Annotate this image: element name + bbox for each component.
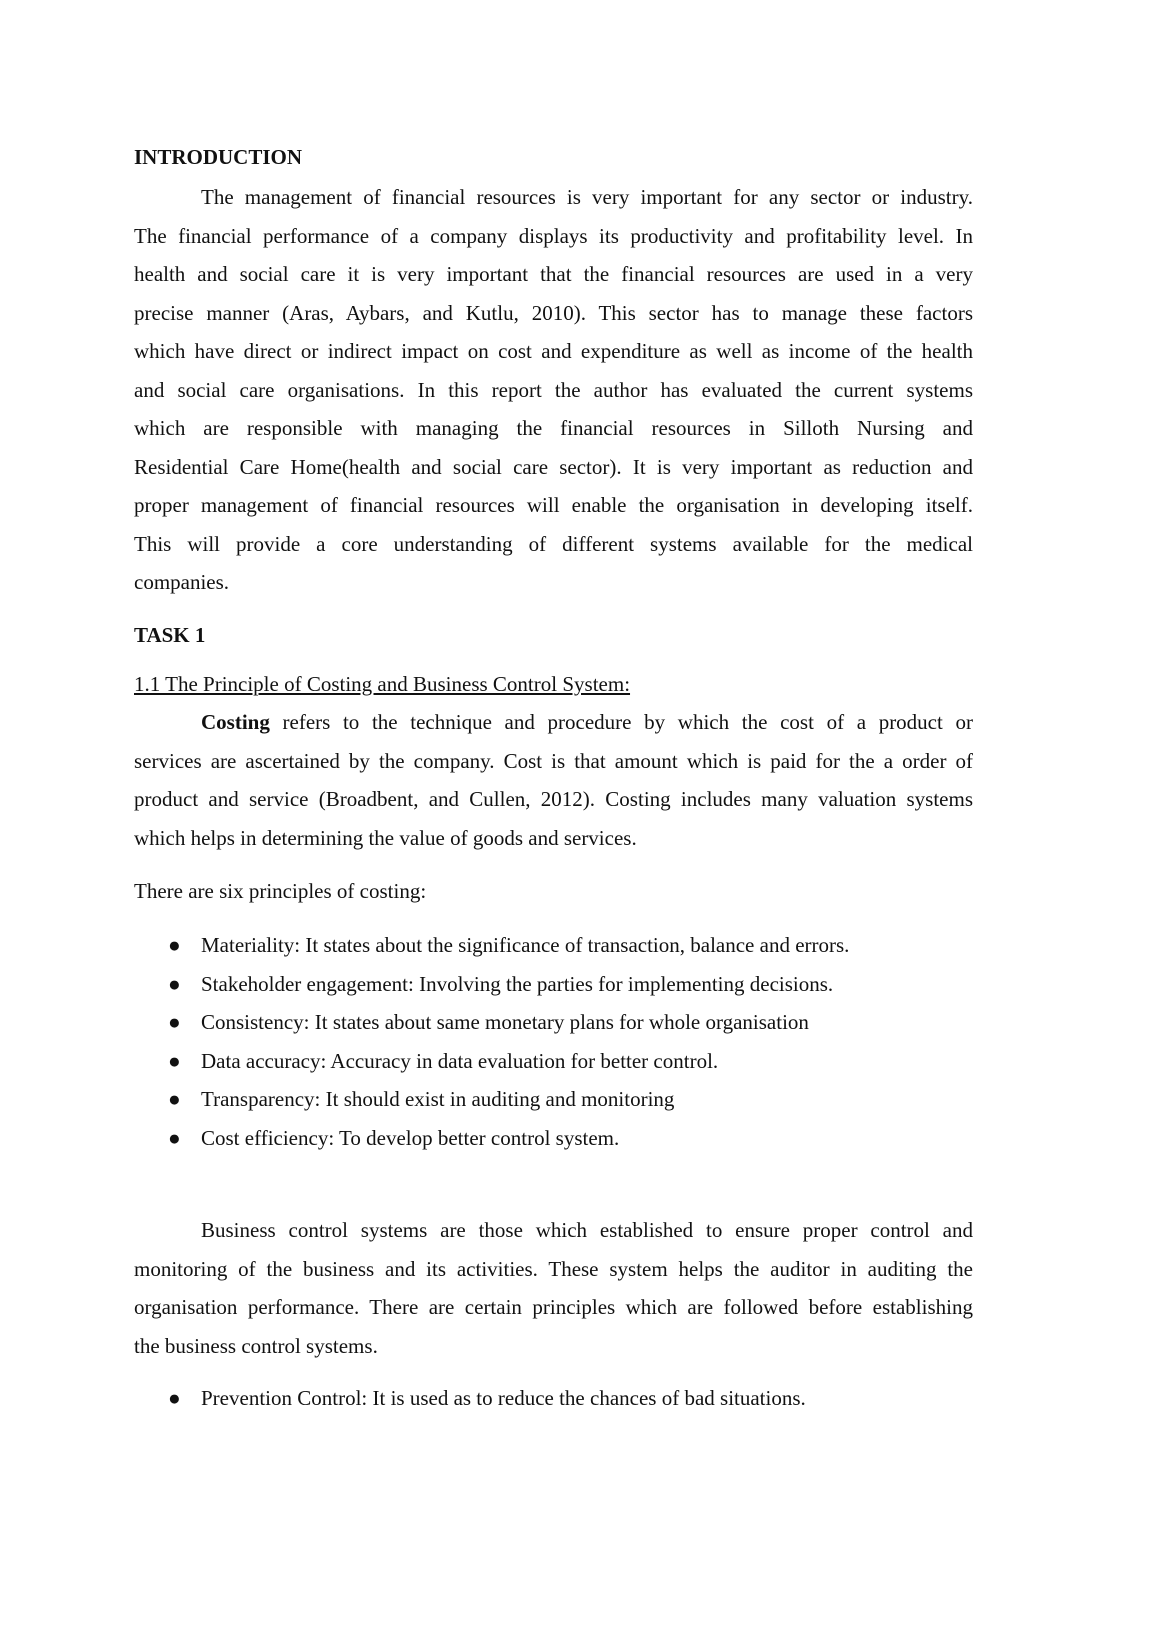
- list-item: ● Materiality: It states about the significance of transaction, balance and errors.: [134, 926, 973, 965]
- principles-intro: There are six principles of costing:: [134, 879, 427, 903]
- costing-term: Costing: [201, 710, 270, 734]
- text-line: The management of financial resources is very important for any sector or industry.: [201, 185, 973, 209]
- text-line: services are ascertained by the company. Cost is that amount which is paid for the a order of: [134, 748, 973, 773]
- text-line: precise manner (Aras, Aybars, and Kutlu, 2010). This sector has to manage these factors: [134, 300, 973, 325]
- costing-paragraph: [134, 703, 973, 857]
- text-line: organisation performance. There are certain principles which are followed before establishing: [134, 1295, 973, 1319]
- list-item: ● Cost efficiency: To develop better control system.: [134, 1119, 973, 1158]
- text-line: which helps in determining the value of goods and services.: [134, 825, 637, 850]
- text-line: proper management of financial resources will enable the organisation in developing itself.: [134, 493, 973, 517]
- text-line: which are responsible with managing the financial resources in Silloth Nursing and: [134, 416, 973, 440]
- task1-heading: TASK 1: [134, 623, 206, 647]
- control-paragraph: [134, 1211, 973, 1365]
- introduction-heading: INTRODUCTION: [134, 145, 303, 169]
- text-line: which have direct or indirect impact on cost and expenditure as well as income of the health: [134, 339, 973, 363]
- text-line: companies.: [134, 570, 230, 594]
- bullet-icon: ●: [168, 971, 181, 996]
- bullet-icon: ●: [168, 933, 181, 957]
- text-line: health and social care it is very important that the financial resources are used in a very: [134, 262, 973, 286]
- text-line: Residential Care Home(health and social care sector). It is very important as reduction and: [134, 454, 973, 479]
- text-line: and social care organisations. In this report the author has evaluated the current systems: [134, 377, 973, 402]
- controls-list: [134, 1379, 973, 1418]
- introduction-paragraph: [134, 178, 973, 602]
- text-line: the business control systems.: [134, 1333, 378, 1358]
- bullet-icon: ●: [168, 1048, 181, 1073]
- list-item: ● Stakeholder engagement: Involving the parties for implementing decisions.: [134, 965, 973, 1004]
- text-line: monitoring of the business and its activities. These system helps the auditor in auditing the: [134, 1256, 973, 1281]
- list-item: ● Transparency: It should exist in auditing and monitoring: [134, 1080, 973, 1119]
- bullet-icon: ●: [168, 1010, 181, 1034]
- text-line: Costing refers to the technique and procedure by which the cost of a product or: [201, 710, 973, 734]
- list-item: ● Data accuracy: Accuracy in data evaluation for better control.: [134, 1042, 973, 1081]
- list-item: ● Consistency: It states about same monetary plans for whole organisation: [134, 1003, 973, 1042]
- bullet-icon: ●: [168, 1125, 181, 1150]
- bullet-icon: ●: [168, 1386, 181, 1410]
- text-line: The financial performance of a company displays its productivity and profitability level. In: [134, 223, 973, 248]
- text-line: Business control systems are those which established to ensure proper control and: [201, 1218, 973, 1242]
- text-line: This will provide a core understanding of different systems available for the medical: [134, 531, 973, 556]
- bullet-icon: ●: [168, 1087, 181, 1111]
- section-subheading: 1.1 The Principle of Costing and Business Control System:: [134, 672, 631, 696]
- list-item: ● Prevention Control: It is used as to reduce the chances of bad situations.: [134, 1379, 973, 1418]
- text-line: product and service (Broadbent, and Cullen, 2012). Costing includes many valuation systems: [134, 787, 973, 811]
- principles-list: [134, 926, 973, 1157]
